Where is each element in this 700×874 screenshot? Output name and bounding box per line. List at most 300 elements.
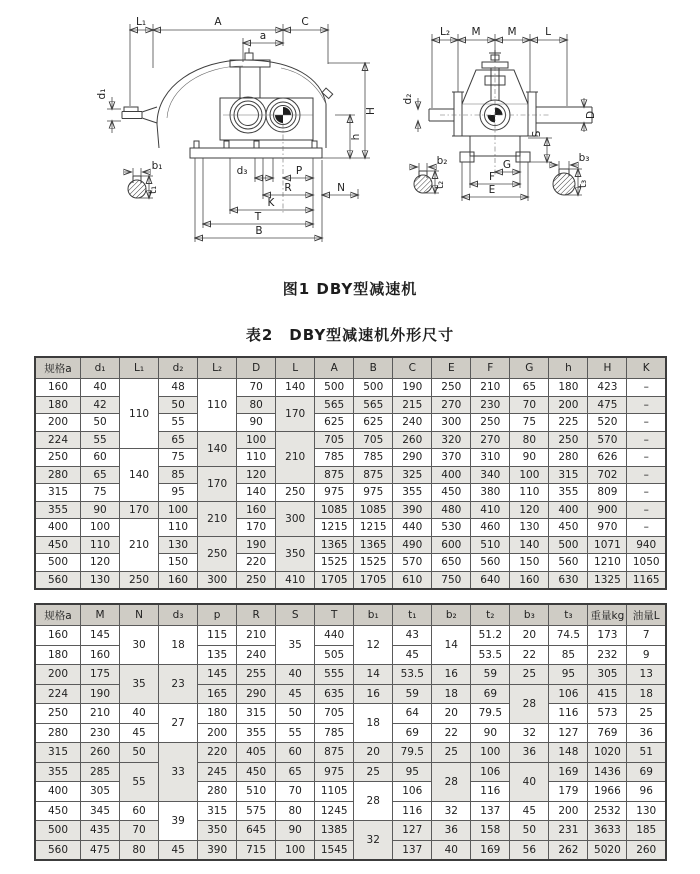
table-cell: 355	[393, 484, 432, 502]
table-cell: 625	[315, 414, 354, 432]
table-cell: 75	[159, 449, 198, 467]
table-cell: 137	[393, 840, 432, 860]
column-header: N	[120, 604, 159, 626]
table-cell: 1020	[588, 743, 627, 763]
table-cell: 18	[354, 704, 393, 743]
table-cell: 210	[120, 519, 159, 572]
table-row	[35, 743, 666, 763]
table-cell: 500	[35, 821, 81, 841]
column-header: R	[237, 604, 276, 626]
table-cell: 140	[237, 484, 276, 502]
table-cell: 90	[81, 501, 120, 519]
column-header: t₃	[549, 604, 588, 626]
table-cell: 875	[315, 466, 354, 484]
table-cell: 190	[237, 536, 276, 554]
dim-label: T	[254, 211, 262, 223]
table-cell: 80	[276, 801, 315, 821]
column-header: p	[198, 604, 237, 626]
table-cell: 280	[35, 723, 81, 743]
column-header: 规格a	[35, 357, 81, 379]
table-cell: 702	[588, 466, 627, 484]
table-cell: 640	[471, 571, 510, 589]
dim-label: b₂	[436, 155, 448, 167]
table-cell: 510	[471, 536, 510, 554]
table-title: 表2 DBY型减速机外形尺寸	[245, 326, 455, 344]
table-cell: 53.5	[393, 665, 432, 685]
table-cell: 85	[159, 466, 198, 484]
table-cell: 36	[432, 821, 471, 841]
table-cell: 130	[627, 801, 666, 821]
table-cell: 260	[627, 840, 666, 860]
table-cell: 280	[198, 782, 237, 802]
table-cell: 355	[35, 762, 81, 782]
table-cell: 1071	[588, 536, 627, 554]
dim-label: H	[365, 107, 377, 115]
table-cell: 315	[237, 704, 276, 724]
table-cell: 25	[627, 704, 666, 724]
table-cell: 3633	[588, 821, 627, 841]
table-cell: –	[627, 501, 666, 519]
table-cell: 140	[510, 536, 549, 554]
table-cell: 250	[120, 571, 159, 589]
table-cell: 158	[471, 821, 510, 841]
table-cell: 175	[81, 665, 120, 685]
table-cell: 20	[354, 743, 393, 763]
table-cell: 626	[588, 449, 627, 467]
table-cell: 200	[198, 723, 237, 743]
table-cell: 100	[159, 501, 198, 519]
table-cell: 95	[549, 665, 588, 685]
table-cell: 875	[354, 466, 393, 484]
table-cell: 1165	[627, 571, 666, 589]
column-header: S	[276, 604, 315, 626]
table-cell: 200	[549, 396, 588, 414]
table-cell: 300	[276, 501, 315, 536]
table-cell: 1545	[315, 840, 354, 860]
table-cell: 55	[120, 762, 159, 801]
column-header: 重量kg	[588, 604, 627, 626]
table-cell: 1325	[588, 571, 627, 589]
table-cell: 60	[120, 801, 159, 821]
table-cell: 40	[432, 840, 471, 860]
table-cell: 240	[237, 645, 276, 665]
table-cell: 1705	[354, 571, 393, 589]
table-cell: 785	[354, 449, 393, 467]
table-cell: 70	[120, 821, 159, 841]
table-cell: 785	[315, 723, 354, 743]
table-cell: 280	[35, 466, 81, 484]
table-cell: 250	[471, 414, 510, 432]
table-cell: 200	[549, 801, 588, 821]
table-cell: 975	[315, 762, 354, 782]
table-cell: 137	[471, 801, 510, 821]
table-cell: 705	[354, 431, 393, 449]
table-cell: 570	[393, 554, 432, 572]
column-header: b₃	[510, 604, 549, 626]
table2-container	[34, 603, 667, 861]
column-header: t₁	[393, 604, 432, 626]
table-cell: 20	[510, 626, 549, 646]
table-cell: 250	[198, 536, 237, 571]
table-row	[35, 519, 666, 537]
table-cell: 500	[315, 379, 354, 397]
dim-label: t₂	[434, 180, 446, 190]
table-cell: 975	[354, 484, 393, 502]
table-cell: 350	[276, 536, 315, 571]
table-cell: 505	[315, 645, 354, 665]
table-cell: 20	[432, 704, 471, 724]
table-cell: –	[627, 449, 666, 467]
table-cell: 785	[315, 449, 354, 467]
table-cell: 160	[35, 626, 81, 646]
table-cell: 145	[81, 626, 120, 646]
table-cell: 480	[432, 501, 471, 519]
reducer-side-view-drawing	[95, 6, 395, 258]
table-cell: 300	[432, 414, 471, 432]
table-cell: 875	[315, 743, 354, 763]
table-cell: 106	[549, 684, 588, 704]
table-cell: 250	[35, 449, 81, 467]
dim-label: t₁	[147, 185, 159, 195]
table-cell: 160	[81, 645, 120, 665]
table-cell: 23	[159, 665, 198, 704]
table-cell: 185	[627, 821, 666, 841]
table-cell: 215	[393, 396, 432, 414]
table-cell: 30	[120, 626, 159, 665]
table-cell: 232	[588, 645, 627, 665]
table-cell: 500	[35, 554, 81, 572]
table-cell: 635	[315, 684, 354, 704]
table-cell: 80	[237, 396, 276, 414]
table-cell: 18	[627, 684, 666, 704]
table-cell: 130	[81, 571, 120, 589]
table-cell: 16	[354, 684, 393, 704]
table-cell: 53.5	[471, 645, 510, 665]
dim-label: L₁	[135, 16, 147, 28]
table-cell: 74.5	[549, 626, 588, 646]
table-cell: 150	[159, 554, 198, 572]
table-cell: 79.5	[393, 743, 432, 763]
table-cell: 59	[393, 684, 432, 704]
table-cell: 36	[510, 743, 549, 763]
table-cell: 116	[471, 782, 510, 802]
table-cell: 1436	[588, 762, 627, 782]
table-cell: 79.5	[471, 704, 510, 724]
table-cell: 975	[315, 484, 354, 502]
table-cell: 625	[354, 414, 393, 432]
dim-label: D	[585, 110, 597, 120]
dim-label: S	[531, 130, 543, 138]
table-cell: 135	[198, 645, 237, 665]
table-cell: 110	[81, 536, 120, 554]
table-cell: 410	[471, 501, 510, 519]
table-cell: 32	[510, 723, 549, 743]
table-row	[35, 449, 666, 467]
table-cell: 40	[510, 762, 549, 801]
dim-label: P	[295, 165, 303, 177]
table-cell: 200	[35, 414, 81, 432]
dim-label: C	[301, 16, 309, 28]
table-cell: 120	[81, 554, 120, 572]
table-cell: 55	[81, 431, 120, 449]
table-row	[35, 840, 666, 860]
table-cell: –	[627, 519, 666, 537]
table-row	[35, 762, 666, 782]
table-cell: 160	[35, 379, 81, 397]
table-cell: 45	[393, 645, 432, 665]
table-cell: 120	[237, 466, 276, 484]
table-cell: 450	[237, 762, 276, 782]
table-cell: 145	[198, 665, 237, 685]
table-cell: 210	[198, 501, 237, 536]
dim-label: d₂	[402, 93, 414, 105]
table-cell: 95	[159, 484, 198, 502]
table-cell: 440	[315, 626, 354, 646]
table-cell: 1365	[315, 536, 354, 554]
table-cell: 32	[432, 801, 471, 821]
table-cell: 1085	[354, 501, 393, 519]
column-header: L₂	[198, 357, 237, 379]
table-cell: 69	[393, 723, 432, 743]
table-cell: 75	[510, 414, 549, 432]
table-cell: 60	[81, 449, 120, 467]
table-cell: 100	[276, 840, 315, 860]
dim-label: a	[259, 30, 267, 42]
dim-label: B	[255, 225, 263, 237]
table-cell: 560	[35, 571, 81, 589]
table-cell: 90	[237, 414, 276, 432]
table-cell: 415	[588, 684, 627, 704]
column-header: F	[471, 357, 510, 379]
column-header: 规格a	[35, 604, 81, 626]
table-cell: 630	[549, 571, 588, 589]
table-cell: 1210	[588, 554, 627, 572]
table-cell: 28	[354, 782, 393, 821]
table-cell: 450	[432, 484, 471, 502]
header-row	[35, 604, 666, 626]
table-cell: 250	[276, 484, 315, 502]
table-cell: 475	[81, 840, 120, 860]
table-cell: 370	[432, 449, 471, 467]
table-cell: 290	[393, 449, 432, 467]
table-cell: 573	[588, 704, 627, 724]
table-cell: 173	[588, 626, 627, 646]
table-cell: 490	[393, 536, 432, 554]
table-cell: 116	[393, 801, 432, 821]
table-cell: 110	[198, 379, 237, 432]
table-cell: 1215	[354, 519, 393, 537]
table-cell: 148	[549, 743, 588, 763]
table-cell: 43	[393, 626, 432, 646]
table-cell: 750	[432, 571, 471, 589]
table-cell: 285	[81, 762, 120, 782]
column-header: H	[588, 357, 627, 379]
table-cell: 305	[588, 665, 627, 685]
table-cell: –	[627, 484, 666, 502]
table-cell: 56	[510, 840, 549, 860]
table-cell: 970	[588, 519, 627, 537]
dim-label: L₂	[439, 26, 451, 38]
table-row	[35, 571, 666, 589]
table-cell: 325	[393, 466, 432, 484]
table-cell: 160	[237, 501, 276, 519]
table-cell: 270	[432, 396, 471, 414]
table-cell: 25	[354, 762, 393, 782]
table-cell: 70	[510, 396, 549, 414]
table-cell: 315	[198, 801, 237, 821]
table-cell: 51.2	[471, 626, 510, 646]
table-cell: 410	[276, 571, 315, 589]
table-cell: 18	[159, 626, 198, 665]
table-cell: 59	[471, 665, 510, 685]
table-cell: 390	[198, 840, 237, 860]
table-cell: 210	[237, 626, 276, 646]
table-cell: 80	[510, 431, 549, 449]
table-cell: 140	[120, 449, 159, 502]
table-cell: 400	[35, 519, 81, 537]
table-cell: 42	[81, 396, 120, 414]
table-cell: 50	[120, 743, 159, 763]
table-cell: 45	[276, 684, 315, 704]
table-cell: 390	[393, 501, 432, 519]
dimensions-table-2	[34, 603, 667, 861]
table-cell: 500	[354, 379, 393, 397]
dim-label: b₃	[578, 152, 590, 164]
table-cell: 45	[120, 723, 159, 743]
table-cell: 35	[120, 665, 159, 704]
table-cell: 140	[276, 379, 315, 397]
table-cell: 35	[276, 626, 315, 665]
table-cell: 70	[237, 379, 276, 397]
table-cell: 350	[198, 821, 237, 841]
table-cell: 116	[549, 704, 588, 724]
table-cell: 80	[120, 840, 159, 860]
table-cell: 69	[627, 762, 666, 782]
table-cell: 45	[159, 840, 198, 860]
table-cell: 300	[198, 571, 237, 589]
table-cell: 230	[471, 396, 510, 414]
table-cell: 51	[627, 743, 666, 763]
table-cell: 1050	[627, 554, 666, 572]
table-cell: 809	[588, 484, 627, 502]
dim-label: R	[284, 182, 292, 194]
table-cell: 262	[549, 840, 588, 860]
header-row	[35, 357, 666, 379]
table-cell: 290	[237, 684, 276, 704]
table-row	[35, 704, 666, 724]
column-header: b₂	[432, 604, 471, 626]
table-cell: 650	[432, 554, 471, 572]
table-cell: 120	[510, 501, 549, 519]
table-cell: 400	[549, 501, 588, 519]
column-header: h	[549, 357, 588, 379]
table-cell: 260	[81, 743, 120, 763]
table-cell: 315	[35, 743, 81, 763]
table-cell: 150	[510, 554, 549, 572]
table-cell: 210	[81, 704, 120, 724]
table-cell: 100	[510, 466, 549, 484]
table-cell: 405	[237, 743, 276, 763]
table-cell: 95	[393, 762, 432, 782]
table-cell: 160	[510, 571, 549, 589]
table-cell: 555	[315, 665, 354, 685]
table-cell: 1105	[315, 782, 354, 802]
table-cell: 220	[237, 554, 276, 572]
table-cell: 715	[237, 840, 276, 860]
table-cell: 25	[510, 665, 549, 685]
table-cell: 25	[432, 743, 471, 763]
column-header: E	[432, 357, 471, 379]
table-cell: 65	[276, 762, 315, 782]
table-cell: 900	[588, 501, 627, 519]
table-cell: 50	[276, 704, 315, 724]
table-cell: 130	[510, 519, 549, 537]
table-cell: 22	[432, 723, 471, 743]
dim-label: h	[350, 133, 362, 141]
table-row	[35, 821, 666, 841]
reducer-end-view-drawing	[402, 6, 632, 258]
table-cell: 600	[432, 536, 471, 554]
table-cell: 305	[81, 782, 120, 802]
table-cell: 40	[276, 665, 315, 685]
table-cell: 127	[549, 723, 588, 743]
table-cell: 450	[35, 801, 81, 821]
table-cell: 224	[35, 431, 81, 449]
table-cell: 180	[35, 645, 81, 665]
table-cell: 769	[588, 723, 627, 743]
dim-label: N	[337, 182, 345, 194]
table-cell: 69	[471, 684, 510, 704]
table-cell: 50	[510, 821, 549, 841]
table-cell: 1245	[315, 801, 354, 821]
table-cell: 1365	[354, 536, 393, 554]
table-cell: 115	[198, 626, 237, 646]
table-cell: 210	[471, 379, 510, 397]
column-header: L	[276, 357, 315, 379]
table-row	[35, 626, 666, 646]
table-cell: 40	[81, 379, 120, 397]
table-cell: 180	[35, 396, 81, 414]
table-cell: 1085	[315, 501, 354, 519]
dim-label: M	[471, 26, 481, 38]
table-cell: –	[627, 414, 666, 432]
table-cell: 169	[471, 840, 510, 860]
table-cell: 2532	[588, 801, 627, 821]
table-cell: 450	[549, 519, 588, 537]
table-cell: 355	[35, 501, 81, 519]
table-cell: 225	[549, 414, 588, 432]
table-cell: 440	[393, 519, 432, 537]
table-cell: 340	[471, 466, 510, 484]
table-cell: 160	[159, 571, 198, 589]
column-header: d₃	[159, 604, 198, 626]
table-row	[35, 801, 666, 821]
table-cell: 355	[549, 484, 588, 502]
table-cell: 16	[432, 665, 471, 685]
table-cell: 1525	[354, 554, 393, 572]
table-cell: 130	[159, 536, 198, 554]
table-cell: 180	[198, 704, 237, 724]
table-cell: 22	[510, 645, 549, 665]
table-cell: 90	[510, 449, 549, 467]
table-cell: 190	[393, 379, 432, 397]
table-cell: 530	[432, 519, 471, 537]
table-cell: 280	[549, 449, 588, 467]
table-cell: 140	[198, 431, 237, 466]
table-cell: 245	[198, 762, 237, 782]
table-cell: 575	[237, 801, 276, 821]
table-cell: 230	[81, 723, 120, 743]
